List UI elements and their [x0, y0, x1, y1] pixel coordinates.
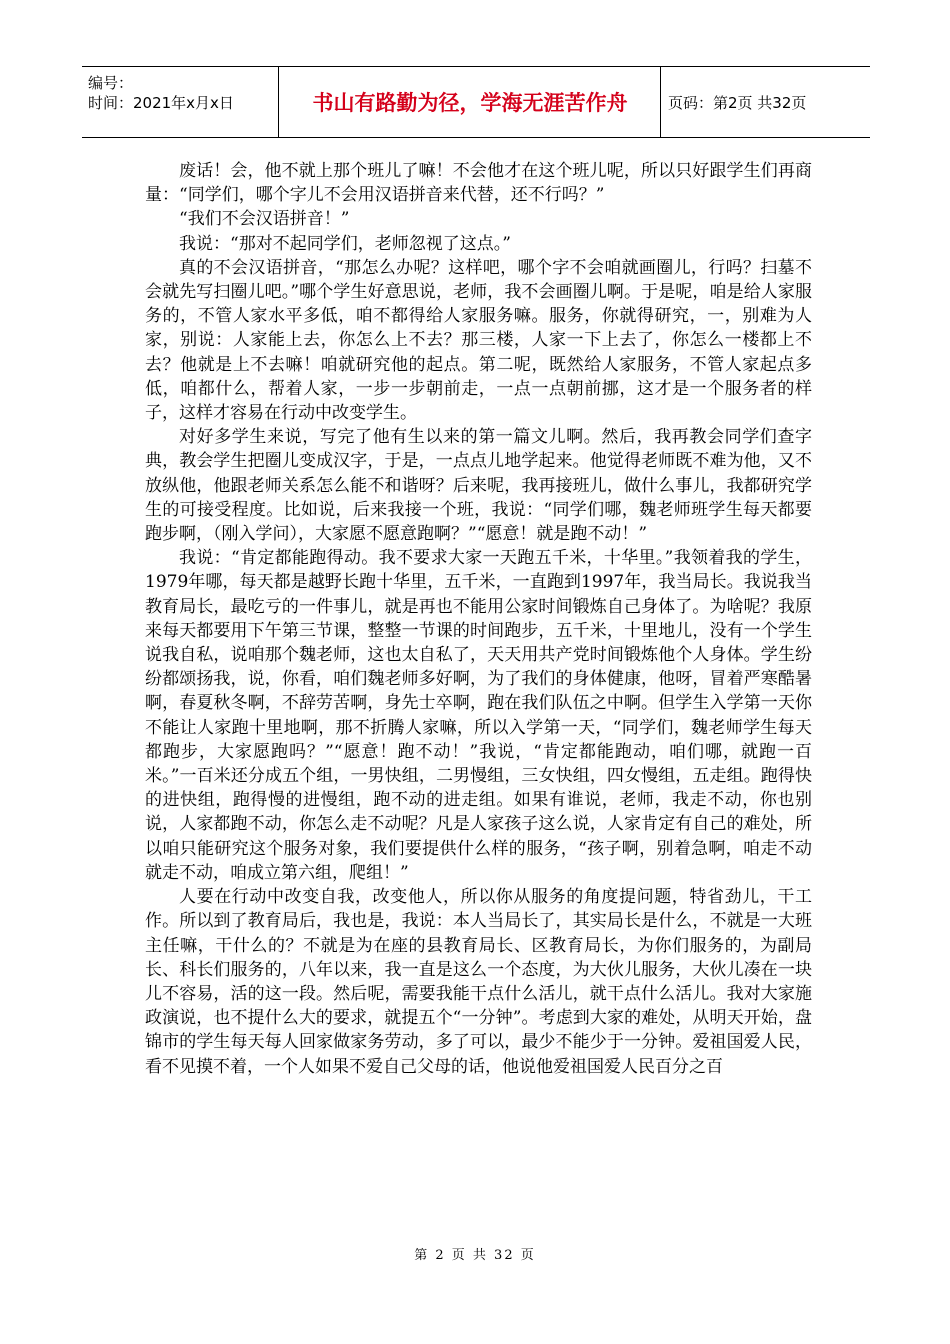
paragraph: 废话！会，他不就上那个班儿了嘛！不会他才在这个班儿呢，所以只好跟学生们再商量：“同学们，哪个字儿不会用汉语拼音来代替，还不行吗？” [145, 161, 812, 206]
document-number: 编号： [88, 74, 134, 92]
document-date: 时间：2021年x月x日 [88, 94, 234, 112]
header-divider [278, 67, 279, 137]
paragraph: 我说：“肯定都能跑得动。我不要求大家一天跑五千米，十华里。”我领着我的学生，1979年哪，每天都是越野长跑十华里，五千米，一直跑到1997年，我当局长。我说我当教育局长，最吃亏的一件事儿，就是再也不能用公家时间锻炼自己身体了。为啥呢？我原来每天都要用下午第三节课，整整一节课的时间跑步，五千米，十里地儿，没有一个学生说我自私，说咱那个魏老师，这也太自私了，天天用共产党时间锻炼他个人身体。学生纷纷都颂扬我，说，你看，咱们魏老师多好啊，为了我们的身体健康，他呀，冒着严寒酷暑啊，春夏秋冬啊，不辞劳苦啊，身先士卒啊，跑在我们队伍之中啊。但学生入学第一天你不能让人家跑十里地啊，那不折腾人家嘛，所以入学第一天，“同学们，魏老师学生每天都跑步，大家愿跑吗？”“愿意！跑不动！”我说，“肯定都能跑动，咱们哪，就跑一百米。”一百米还分成五个组，一男快组，二男慢组，三女快组，四女慢组，五走组。跑得快的进快组，跑得慢的进慢组，跑不动的进走组。如果有谁说，老师，我走不动，你也别说，人家都跑不动，你怎么走不动呢？凡是人家孩子这么说，人家肯定有自己的难处，所以咱只能研究这个服务对象，我们要提供什么样的服务，“孩子啊，别着急啊，咱走不动就走不动，咱成立第六组，爬组！” [145, 548, 812, 883]
page-footer: 第 2 页 共 32 页 [414, 1248, 536, 1263]
header-meta [82, 67, 278, 137]
page-header [82, 66, 870, 138]
paragraph: 对好多学生来说，写完了他有生以来的第一篇文儿啊。然后，我再教会同学们查字典，教会学生把圈儿变成汉字，于是，一点点儿地学起来。他觉得老师既不难为他，又不放纵他，他跟老师关系怎么能不和谐呀？后来呢，我再接班儿，做什么事儿，我都研究学生的可接受程度。比如说，后来我接一个班，我说：“同学们哪，魏老师班学生每天都要跑步啊，（刚入学问），大家愿不愿意跑啊？”“愿意！就是跑不动！” [145, 427, 812, 545]
header-divider [660, 67, 661, 137]
paragraph: 我说：“那对不起同学们，老师忽视了这点。” [179, 233, 511, 254]
header-motto: 书山有路勤为径，学海无涯苦作舟 [312, 91, 628, 115]
paragraph: 人要在行动中改变自我，改变他人，所以你从服务的角度提问题，特省劲儿，干工作。所以到了教育局后，我也是，我说：本人当局长了，其实局长是什么，不就是一大班主任嘛，干什么的？不就是为在座的县教育局长、区教育局长，为你们服务的，为副局长、科长们服务的，八年以来，我一直是这么一个态度，为大伙儿服务，大伙儿凑在一块儿不容易，活的这一段。然后呢，需要我能干点什么活儿，就干点什么活儿。我对大家施政演说，也不提什么大的要求，就提五个“一分钟”。考虑到大家的难处，从明天开始，盘锦市的学生每天每人回家做家务劳动，多了可以，最少不能少于一分钟。爱祖国爱人民，看不见摸不着，一个人如果不爱自己父母的话，他说他爱祖国爱人民百分之百 [145, 887, 812, 1077]
document-body [145, 159, 812, 1079]
paragraph: 真的不会汉语拼音，“那怎么办呢？这样吧，哪个字不会咱就画圈儿，行吗？扫墓不会就先写扫圈儿吧。”哪个学生好意思说，老师，我不会画圈儿啊。于是呢，咱是给人家服务的，不管人家水平多低，咱不都得给人家服务嘛。服务，你就得研究，一，别难为人家，别说：人家能上去，你怎么上不去？那三楼，人家一下上去了，你怎么一楼都上不去？他就是上不去嘛！咱就研究他的起点。第二呢，既然给人家服务，不管人家起点多低，咱都什么，帮着人家，一步一步朝前走，一点一点朝前挪，这才是一个服务者的样子，这样才容易在行动中改变学生。 [145, 257, 812, 424]
paragraph: “我们不会汉语拼音！” [179, 209, 350, 230]
header-page-info: 页码：第2页 共32页 [668, 94, 807, 112]
